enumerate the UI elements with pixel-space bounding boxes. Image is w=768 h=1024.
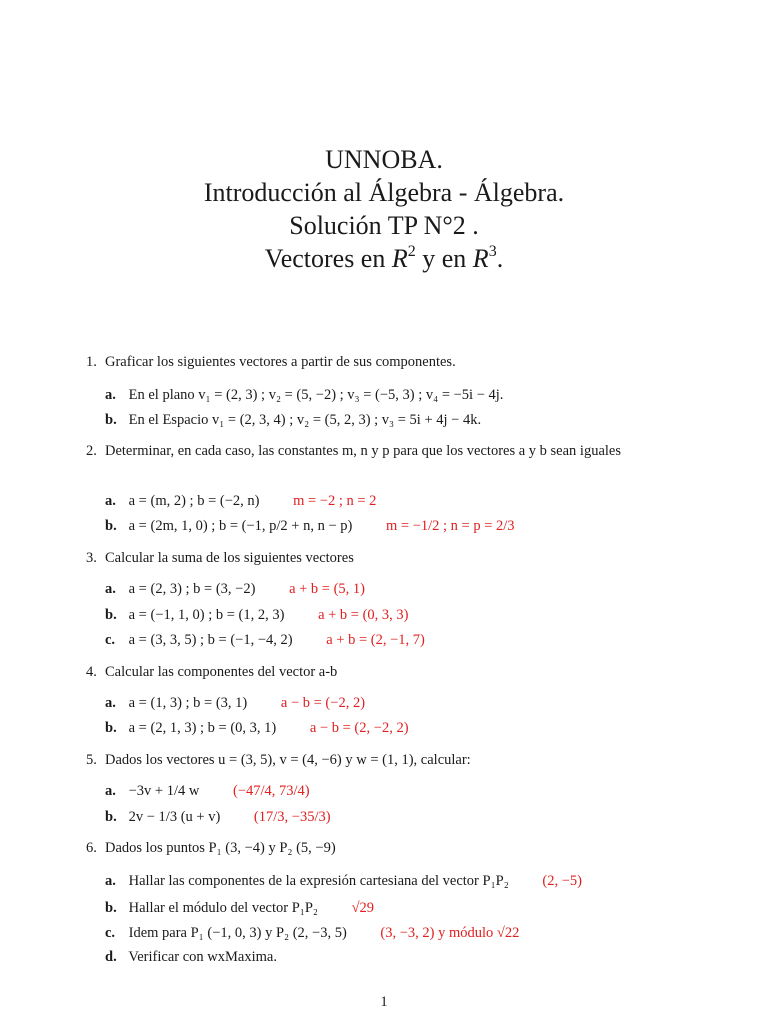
- question-number: 2.: [86, 443, 97, 459]
- item-6c: [105, 923, 725, 943]
- item-answer: a − b = (2, −2, 2): [309, 720, 409, 736]
- item-text: a = (2, 3) ; b = (3, −2): [128, 581, 256, 597]
- title-line-3: Solución TP N°2 .: [289, 211, 479, 240]
- item-label: d.: [105, 949, 117, 965]
- item-text: a = (2m, 1, 0) ; b = (−1, p/2 + n, n − p): [128, 518, 353, 534]
- item-text: Hallar las componentes de la expresión cartesiana del vector P₁P₂: [128, 873, 509, 889]
- item-answer: a + b = (0, 3, 3): [318, 607, 409, 623]
- title-line-4: Vectores en $R^2$ y en $R^3$.: [264, 243, 504, 273]
- item-label: c.: [105, 925, 116, 941]
- item-5b: [105, 807, 725, 827]
- item-4a: [105, 693, 725, 713]
- item-label: a.: [105, 581, 116, 597]
- item-6d: [105, 947, 725, 967]
- item-text: a = (1, 3) ; b = (3, 1): [128, 695, 248, 711]
- item-label: a.: [105, 783, 116, 799]
- item-text: −3v + 1/4 w: [128, 783, 200, 799]
- item-1b: [105, 410, 725, 430]
- item-label: a.: [105, 387, 116, 403]
- question-number: 1.: [86, 354, 97, 370]
- item-label: b.: [105, 720, 117, 736]
- item-text: a = (−1, 1, 0) ; b = (1, 2, 3): [128, 607, 285, 623]
- item-label: a.: [105, 873, 116, 889]
- item-text: Verificar con wxMaxima.: [128, 949, 277, 965]
- item-label: b.: [105, 809, 117, 825]
- item-answer: (−47/4, 73/4): [232, 783, 310, 799]
- question-text: Dados los vectores u = (3, 5), v = (4, −6) y w = (1, 1), calcular:: [105, 752, 471, 768]
- item-5a: [105, 781, 725, 801]
- item-answer: (3, −3, 2) y módulo √22: [380, 925, 520, 941]
- question-text: Calcular las componentes del vector a-b: [105, 664, 338, 680]
- item-label: b.: [105, 412, 117, 428]
- question-number: 3.: [86, 550, 97, 566]
- item-answer: m = −2 ; n = 2: [293, 493, 377, 509]
- item-answer: a + b = (2, −1, 7): [326, 632, 425, 648]
- item-1a: [105, 385, 725, 405]
- question-number: 5.: [86, 752, 97, 768]
- question-number: 6.: [86, 840, 97, 856]
- item-text: a = (m, 2) ; b = (−2, n): [128, 493, 260, 509]
- item-label: b.: [105, 900, 117, 916]
- question-text: Graficar los siguientes vectores a partir de sus componentes.: [105, 354, 456, 370]
- item-text: Hallar el módulo del vector P₁P₂: [128, 900, 318, 916]
- item-label: b.: [105, 607, 117, 623]
- item-3b: [105, 605, 725, 625]
- item-text: En el plano v₁ = (2, 3) ; v₂ = (5, −2) ; v₃ = (−5, 3) ; v₄ = −5i − 4j.: [128, 387, 504, 403]
- item-2a: [105, 491, 725, 511]
- item-answer: a + b = (5, 1): [289, 581, 366, 597]
- item-4b: [105, 718, 725, 738]
- item-label: c.: [105, 632, 116, 648]
- item-answer: √29: [351, 900, 375, 916]
- item-label: a.: [105, 493, 116, 509]
- item-text: a = (3, 3, 5) ; b = (−1, −4, 2): [128, 632, 293, 648]
- item-label: b.: [105, 518, 117, 534]
- item-text: En el Espacio v₁ = (2, 3, 4) ; v₂ = (5, 2, 3) ; v₃ = 5i + 4j − 4k.: [128, 412, 482, 428]
- question-text: Dados los puntos P₁ (3, −4) y P₂ (5, −9): [105, 840, 336, 856]
- item-label: a.: [105, 695, 116, 711]
- item-3a: [105, 579, 725, 599]
- question-text: Calcular la suma de los siguientes vectores: [105, 550, 354, 566]
- item-2b: [105, 516, 725, 536]
- item-answer: a − b = (−2, 2): [280, 695, 366, 711]
- question-text: Determinar, en cada caso, las constantes m, n y p para que los vectores a y b sean iguales: [105, 443, 621, 459]
- item-3c: [105, 630, 725, 650]
- item-text: 2v − 1/3 (u + v): [128, 809, 221, 825]
- question-number: 4.: [86, 664, 97, 680]
- item-answer: (2, −5): [542, 873, 582, 889]
- title-line-2: Introducción al Álgebra - Álgebra.: [203, 178, 565, 207]
- page-number: 1: [380, 994, 388, 1010]
- item-answer: m = −1/2 ; n = p = 2/3: [385, 518, 515, 534]
- item-6a: [105, 871, 725, 891]
- item-answer: (17/3, −35/3): [253, 809, 331, 825]
- item-text: Idem para P₁ (−1, 0, 3) y P₂ (2, −3, 5): [128, 925, 347, 941]
- item-text: a = (2, 1, 3) ; b = (0, 3, 1): [128, 720, 277, 736]
- item-6b: [105, 898, 725, 918]
- document-title: [0, 143, 768, 275]
- title-line-1: UNNOBA.: [325, 145, 443, 174]
